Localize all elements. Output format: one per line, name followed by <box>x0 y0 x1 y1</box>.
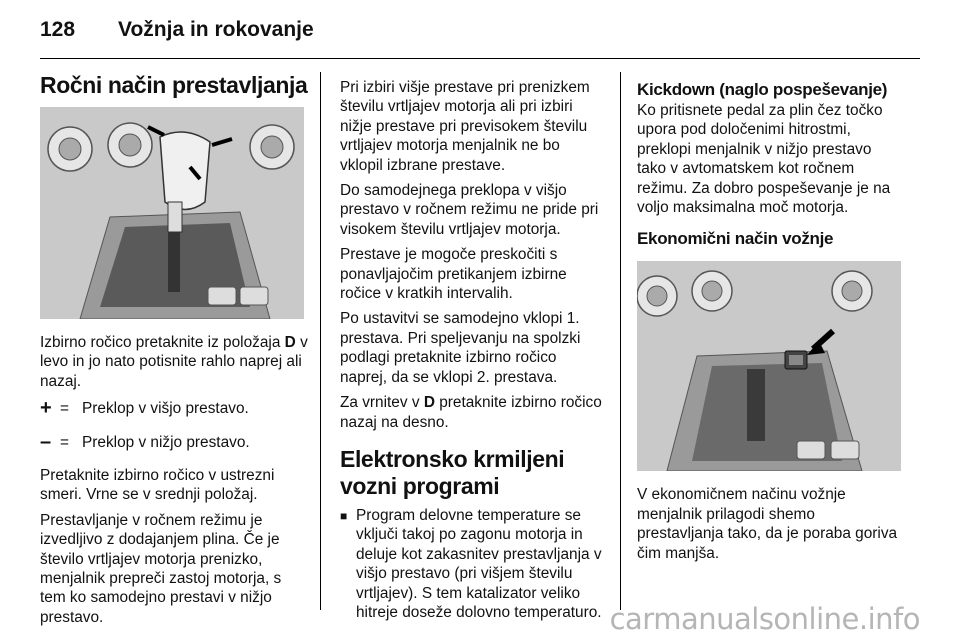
paragraph-no-auto-upshift: Do samodejnega preklopa v višjo prestavo v ročnem režimu ne pride pri visokem številu vrtljajev motorja. <box>340 182 599 238</box>
paragraph-skip-gears: Prestave je mogoče preskočiti s ponavljajočim pretikanjem izbirne ročice v kratkih intervalih. <box>340 246 567 303</box>
economy-button-illustration <box>637 261 901 471</box>
paragraph-manual-throttle: Prestavljanje v ročnem režimu je izvedljivo z dodajanjem plina. Če je število vrtljajev motorja prenizko, menjalnik prepreči zastoj motorja, s tem ko samodejno prestavi v nižjo prestavo. <box>40 511 282 626</box>
column-divider-2 <box>620 72 621 610</box>
watermark: carmanualsonline.info <box>609 602 920 636</box>
column-2 <box>340 78 604 622</box>
bullet-temperature-program: ■ Program delovne temperature se vključi takoj po zagonu motorja in deluje kot zakasnitev prestavljanja v višjo prestavo (pri višjem številu vrtljajev). S tem katalizator veliko hitreje doseže dolovno temperaturo. <box>340 506 602 621</box>
paragraph-kickdown: Ko pritisnete pedal za plin čez točko upora pod določenimi hitrostmi, preklopi menjalnik v nižjo prestavo tako v avtomatskem kot ročnem režimu. Za dobro pospeševanje je na voljo maksimalna moč motorja. <box>637 102 891 217</box>
paragraph-economy: V ekonomičnem načinu vožnje menjalnik prilagodi shemo prestavljanja tako, da je poraba goriva čim manjša. <box>637 486 898 562</box>
legend-upshift: + = Preklop v višjo prestavo. <box>40 397 249 420</box>
plus-symbol: + <box>40 397 52 420</box>
bullet-icon: ■ <box>340 508 348 523</box>
legend-downshift: – = Preklop v nižjo prestavo. <box>40 430 250 453</box>
column-1 <box>40 72 308 633</box>
page-number: 128 <box>40 18 76 41</box>
minus-symbol: – <box>40 430 52 453</box>
heading-economy-mode: Ekonomični način vožnje <box>637 229 834 249</box>
gear-selector-illustration <box>40 107 304 319</box>
paragraph-lever-return: Pretaknite izbirno ročico v ustrezni smeri. Vrne se v srednji položaj. <box>40 467 275 504</box>
section-title: Vožnja in rokovanje <box>118 18 314 41</box>
header-rule <box>40 58 920 59</box>
gear-lever-drawing <box>40 107 304 319</box>
paragraph-move-lever: Izbirno ročico pretaknite iz položaja D v levo in jo nato potisnite rahlo naprej ali nazaj. <box>40 334 308 390</box>
heading-kickdown: Kickdown (naglo pospeševanje) <box>637 80 888 99</box>
column-divider-1 <box>320 72 321 610</box>
heading-manual-mode: Ročni način prestavljanja <box>40 72 308 98</box>
heading-electronic-programs: Elektronsko krmiljeni vozni programi <box>340 445 565 499</box>
paragraph-return-d: Za vrnitev v D pretaknite izbirno ročico nazaj na desno. <box>340 394 602 431</box>
paragraph-first-gear: Po ustavitvi se samodejno vklopi 1. prestava. Pri speljevanju na spolzki podlagi pretaknite izbirno ročico naprej, da se vklopi 2. prestava. <box>340 310 581 386</box>
economy-button-drawing <box>637 261 901 471</box>
column-3 <box>637 80 903 569</box>
paragraph-no-shift: Pri izbiri višje prestave pri prenizkem številu vrtljajev motorja ali pri izbiri nižje prestave pri previsokem številu vrtljajev motorja menjalnik ne bo vklopil izbrane prestave. <box>340 79 590 174</box>
